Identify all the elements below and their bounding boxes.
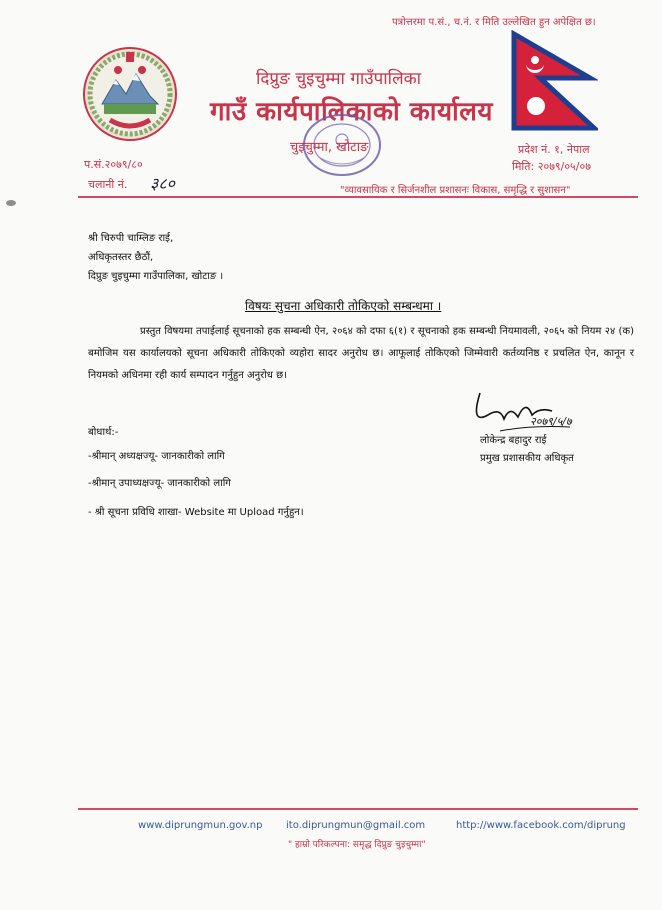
addressee-name: श्री चिरुपी चाम्लिङ राई, <box>88 233 174 244</box>
letter-body: प्रस्तुत विषयमा तपाईलाई सूचनाको हक सम्बन्धी ऐन, २०६४ को दफा ६(१) र सूचनाको हक सम्बन्धी नियमावली, २०६५ को नियम २४ (क) बमोजिम यस कार्यालयको सूचना अधिकारी तोकिएको व्यहोरा सादर अनुरोध छ। आफूलाई तोकिएको जिम्मेवारी कर्तव्यनिष्ठ र प्रचलित ऐन, कानून र नियमको अधिनमा रही कार्य सम्पादन गर्नुहुन अनुरोध छ। <box>88 326 634 381</box>
cc-heading: बोधार्थ:- <box>88 427 119 438</box>
gaunpalika-name: दिप्रुङ चुइचुम्मा गाउँपालिका <box>256 69 422 89</box>
facebook-link[interactable]: http://www.facebook.com/diprung <box>456 820 626 831</box>
footer-slogan: " हाम्रो परिकल्पना: समृद्ध दिप्रुङ चुइचुम्मा" <box>288 840 426 850</box>
pradesh-label: प्रदेश नं. १, नेपाल <box>518 143 590 156</box>
addressee-address: दिप्रुङ चुइचुम्मा गाउँपालिका, खोटाङ । <box>88 271 224 282</box>
cc-item: -श्रीमान् अध्यक्षज्यू- जानकारीको लागि <box>88 451 225 462</box>
chalani-number: ३८० <box>150 174 175 193</box>
letter-date: मिति: २०७९/०५/०७ <box>512 160 591 173</box>
nepal-flag-icon <box>510 30 598 132</box>
email-link[interactable]: ito.diprungmun@gmail.com <box>286 820 426 831</box>
chalani-label: चलानी नं. <box>88 178 128 191</box>
patra-sankhya: प.सं.२०७९/८० <box>84 158 143 171</box>
svg-text:२०७९/५/७: २०७९/५/७ <box>530 415 572 428</box>
punch-hole <box>6 200 16 206</box>
office-title: गाउँ कार्यपालिकाको कार्यालय <box>210 97 493 127</box>
header-divider <box>78 196 638 198</box>
website-link[interactable]: www.diprungmun.gov.np <box>138 820 263 831</box>
reply-reference-note: पत्रोत्तरमा प.सं., च.नं. र मिति उल्लेखित हुन अपेक्षित छ। <box>392 17 596 28</box>
office-address: चुइचुम्मा, खोटाङ <box>290 140 369 155</box>
header-slogan: "व्यावसायिक र सिर्जनशील प्रशासनः विकास, समृद्धि र सुशासन" <box>340 185 571 196</box>
addressee-position: अधिकृतस्तर छैठौं, <box>88 252 154 263</box>
footer-divider <box>78 808 638 810</box>
cc-item: -श्रीमान् उपाध्यक्षज्यू- जानकारीको लागि <box>88 478 231 489</box>
signatory-title: प्रमुख प्रशासकीय अधिकृत <box>480 453 574 464</box>
signatory-name: लोकेन्द्र बहादुर राई <box>480 435 547 446</box>
handwritten-signature-icon <box>460 385 610 435</box>
letter-subject: विषयः सुचना अधिकारी तोकिएको सम्बन्धमा । <box>245 299 442 313</box>
nepal-emblem-icon <box>80 44 180 144</box>
cc-item: - श्री सूचना प्रविधि शाखा- Website मा Upload गर्नुहुन। <box>88 507 304 518</box>
